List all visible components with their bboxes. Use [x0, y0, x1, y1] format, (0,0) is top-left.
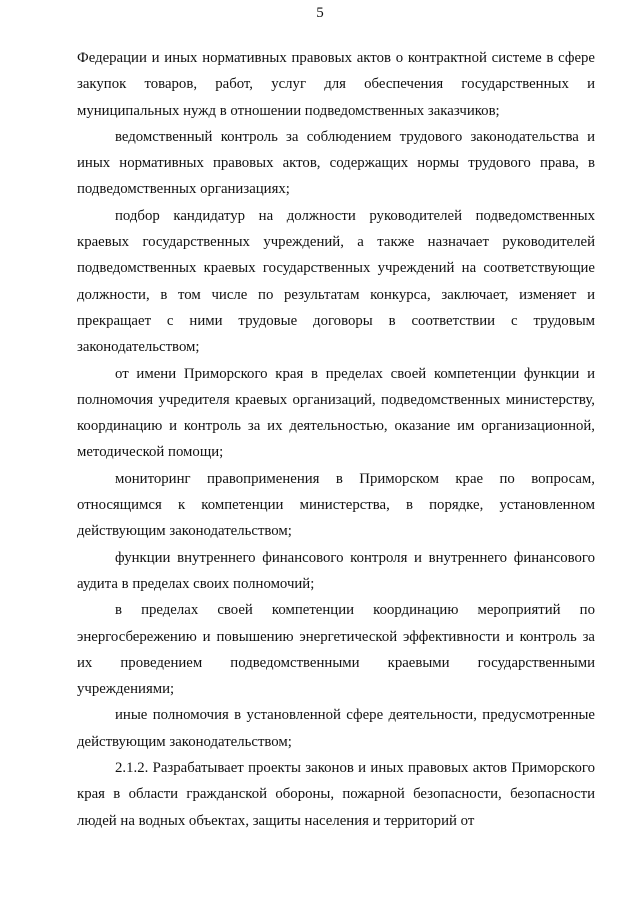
- paragraph: иные полномочия в установленной сфере деятельности, предусмотренные действующим законодательством;: [77, 707, 595, 750]
- paragraph: подбор кандидатур на должности руководителей подведомственных краевых государственных учреждений, а также назначает руководителей подведомственных краевых государственных учреждений на соответствующие должности, в том числе по результатам конкурса, заключает, изменяет и прекращает с ними трудовые договоры в соответствии с трудовым законодательством;: [77, 207, 595, 356]
- paragraph: функции внутреннего финансового контроля и внутреннего финансового аудита в пределах своих полномочий;: [77, 549, 595, 592]
- page-number: 5: [316, 5, 324, 21]
- paragraph: ведомственный контроль за соблюдением трудового законодательства и иных нормативных правовых актов, содержащих нормы трудового права, в подведомственных организациях;: [77, 128, 595, 198]
- paragraph: от имени Приморского края в пределах своей компетенции функции и полномочия учредителя краевых организаций, подведомственных министерству, координацию и контроль за их деятельностью, оказание им организационной, методической помощи;: [77, 365, 595, 461]
- paragraph: Федерации и иных нормативных правовых актов о контрактной системе в сфере закупок товаров, работ, услуг для обеспечения государственных и муниципальных нужд в отношении подведомственных заказчиков;: [77, 50, 595, 119]
- paragraph: 2.1.2. Разрабатывает проекты законов и иных правовых актов Приморского края в области гражданской обороны, пожарной безопасности, безопасности людей на водных объектах, защиты населения и территорий от: [77, 760, 595, 829]
- paragraph: мониторинг правоприменения в Приморском крае по вопросам, относящимся к компетенции министерства, в порядке, установленном действующим законодательством;: [77, 470, 595, 540]
- body-text: [77, 45, 595, 834]
- paragraph: в пределах своей компетенции координацию мероприятий по энергосбережению и повышению энергетической эффективности и контроль за их проведением подведомственными краевыми государственными учреждениями;: [77, 602, 595, 698]
